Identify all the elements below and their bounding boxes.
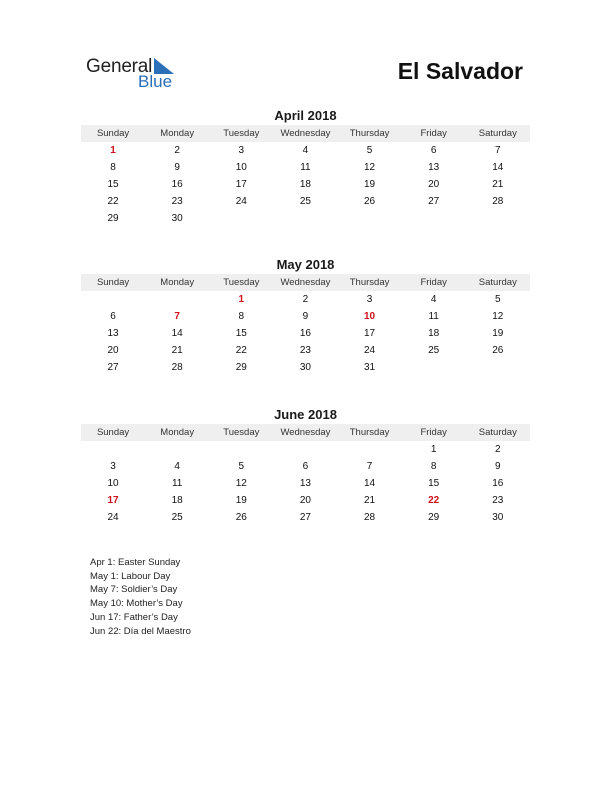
day-cell: 3 — [366, 294, 373, 305]
logo-word-blue: Blue — [138, 72, 173, 91]
day-cell: 12 — [235, 478, 247, 489]
day-cell: 6 — [302, 461, 309, 472]
day-cell — [338, 441, 402, 458]
day-cell: 5 — [495, 294, 501, 305]
day-cell — [338, 210, 402, 227]
day-cell: 3 — [238, 145, 245, 156]
day-cell — [81, 441, 145, 458]
weekday-header — [81, 125, 530, 142]
month-title: May 2018 — [276, 257, 335, 272]
day-cell: 28 — [171, 362, 183, 373]
weekday-name: Saturday — [478, 277, 517, 288]
day-cell: 12 — [364, 162, 376, 173]
day-cell: 5 — [366, 145, 373, 156]
day-cell: 6 — [110, 311, 116, 322]
week-row — [81, 509, 530, 526]
weekday-header — [81, 424, 530, 441]
day-cell — [81, 291, 145, 308]
day-cell: 7 — [366, 461, 373, 472]
weekday-name: Tuesday — [223, 128, 260, 139]
day-cell: 9 — [174, 162, 180, 173]
weekday-name: Friday — [420, 277, 447, 288]
day-cell: 15 — [235, 328, 247, 339]
week-row — [81, 210, 530, 227]
holiday-note: May 7: Soldier’s Day — [90, 584, 178, 596]
day-cell: 26 — [492, 345, 504, 356]
day-cell: 16 — [299, 328, 311, 339]
day-cell: 22 — [107, 196, 119, 207]
weekday-name: Thursday — [349, 427, 390, 438]
weekday-name: Wednesday — [280, 427, 331, 438]
day-cell: 10 — [235, 162, 247, 173]
week-row — [81, 308, 530, 325]
day-cell: 20 — [107, 345, 119, 356]
day-cell: 27 — [428, 196, 440, 207]
generalblue-logo — [86, 56, 186, 92]
day-cell: 26 — [364, 196, 376, 207]
logo-word-general: General — [86, 56, 153, 77]
day-cell: 2 — [495, 444, 501, 455]
country-title: El Salvador — [397, 58, 523, 84]
day-cell: 18 — [428, 328, 440, 339]
day-cell: 14 — [364, 478, 376, 489]
day-cell: 21 — [364, 495, 376, 506]
holiday-day-cell: 1 — [110, 145, 116, 156]
weekday-name: Monday — [160, 128, 195, 139]
day-cell: 14 — [171, 328, 183, 339]
day-cell: 16 — [492, 478, 504, 489]
day-cell: 9 — [495, 461, 501, 472]
day-cell — [273, 441, 337, 458]
weekday-name: Sunday — [96, 128, 130, 139]
day-cell — [145, 441, 209, 458]
day-cell: 6 — [430, 145, 437, 156]
month-title: June 2018 — [274, 407, 337, 422]
day-cell: 4 — [430, 294, 437, 305]
weekday-name: Saturday — [478, 128, 517, 139]
day-cell: 5 — [238, 461, 245, 472]
month-calendar — [81, 257, 530, 376]
day-cell: 16 — [171, 179, 183, 190]
week-row — [81, 176, 530, 193]
day-cell: 24 — [235, 196, 247, 207]
day-cell: 21 — [171, 345, 183, 356]
month-calendar — [81, 108, 530, 227]
weekday-name: Saturday — [478, 427, 517, 438]
day-cell: 26 — [235, 512, 247, 523]
holiday-note: May 10: Mother’s Day — [90, 598, 183, 610]
week-row — [81, 142, 530, 159]
day-cell: 8 — [110, 162, 116, 173]
weekday-name: Thursday — [349, 277, 390, 288]
day-cell — [209, 210, 273, 227]
day-cell: 23 — [299, 345, 311, 356]
day-cell: 7 — [495, 145, 501, 156]
day-cell: 17 — [235, 179, 247, 190]
day-cell: 8 — [430, 461, 437, 472]
week-row — [81, 159, 530, 176]
day-cell: 30 — [299, 362, 311, 373]
day-cell: 13 — [107, 328, 119, 339]
day-cell: 15 — [107, 179, 119, 190]
day-cell: 9 — [302, 311, 309, 322]
holiday-day-cell: 17 — [107, 495, 119, 506]
weekday-header — [81, 274, 530, 291]
month-title: April 2018 — [274, 108, 337, 123]
holiday-note: Apr 1: Easter Sunday — [90, 557, 181, 568]
week-row — [81, 193, 530, 210]
day-cell: 28 — [364, 512, 376, 523]
holiday-day-cell: 1 — [238, 294, 245, 305]
day-cell: 28 — [492, 196, 504, 207]
week-row — [81, 291, 530, 308]
day-cell — [466, 210, 530, 227]
holiday-note: Jun 22: Día del Maestro — [90, 625, 191, 637]
week-row — [81, 325, 530, 342]
day-cell: 19 — [364, 179, 376, 190]
day-cell: 19 — [492, 328, 504, 339]
day-cell: 1 — [430, 444, 437, 455]
day-cell: 11 — [428, 311, 439, 322]
day-cell: 4 — [302, 145, 309, 156]
day-cell: 29 — [235, 362, 247, 373]
day-cell: 2 — [174, 145, 180, 156]
week-row — [81, 441, 530, 458]
day-cell: 31 — [364, 362, 376, 373]
day-cell: 17 — [364, 328, 376, 339]
day-cell: 21 — [492, 179, 504, 190]
weekday-name: Friday — [420, 427, 447, 438]
weekday-name: Tuesday — [223, 277, 260, 288]
week-row — [81, 359, 530, 376]
day-cell: 13 — [428, 162, 440, 173]
day-cell: 15 — [428, 478, 440, 489]
day-cell: 25 — [299, 196, 311, 207]
holiday-note: Jun 17: Father’s Day — [90, 611, 178, 623]
day-cell: 30 — [171, 213, 183, 224]
day-cell: 2 — [302, 294, 309, 305]
weekday-name: Sunday — [96, 427, 130, 438]
week-row — [81, 492, 530, 509]
day-cell: 24 — [364, 345, 376, 356]
weekday-name: Sunday — [96, 277, 130, 288]
day-cell — [402, 210, 466, 227]
weekday-name: Monday — [160, 277, 195, 288]
weekday-name: Thursday — [349, 128, 390, 139]
day-cell: 27 — [299, 512, 311, 523]
holiday-day-cell: 10 — [364, 311, 376, 322]
day-cell — [273, 210, 337, 227]
day-cell: 29 — [107, 213, 119, 224]
holiday-day-cell: 22 — [428, 495, 440, 506]
day-cell — [145, 291, 209, 308]
holiday-day-cell: 7 — [174, 311, 180, 322]
day-cell: 22 — [235, 345, 247, 356]
day-cell: 13 — [299, 478, 311, 489]
weekday-name: Wednesday — [280, 277, 331, 288]
day-cell — [402, 359, 466, 376]
day-cell: 25 — [171, 512, 183, 523]
day-cell: 11 — [300, 162, 311, 173]
day-cell: 8 — [238, 311, 245, 322]
holiday-note: May 1: Labour Day — [90, 570, 171, 582]
day-cell: 29 — [428, 512, 440, 523]
week-row — [81, 475, 530, 492]
day-cell: 4 — [174, 461, 180, 472]
day-cell: 18 — [171, 495, 183, 506]
weekday-name: Wednesday — [280, 128, 331, 139]
weekday-name: Tuesday — [223, 427, 260, 438]
day-cell: 19 — [235, 495, 247, 506]
month-calendar — [81, 407, 530, 526]
day-cell — [466, 359, 530, 376]
day-cell: 14 — [492, 162, 504, 173]
day-cell: 12 — [492, 311, 504, 322]
day-cell: 25 — [428, 345, 440, 356]
day-cell: 30 — [492, 512, 504, 523]
day-cell: 27 — [107, 362, 119, 373]
weekday-name: Friday — [420, 128, 447, 139]
week-row — [81, 342, 530, 359]
day-cell: 3 — [110, 461, 116, 472]
day-cell: 20 — [299, 495, 311, 506]
day-cell: 23 — [492, 495, 504, 506]
day-cell: 23 — [171, 196, 183, 207]
holiday-list — [90, 556, 191, 638]
day-cell: 10 — [107, 478, 119, 489]
day-cell: 24 — [107, 512, 119, 523]
week-row — [81, 458, 530, 475]
weekday-name: Monday — [160, 427, 195, 438]
day-cell: 20 — [428, 179, 440, 190]
day-cell: 18 — [299, 179, 311, 190]
day-cell — [209, 441, 273, 458]
day-cell: 11 — [171, 478, 183, 489]
